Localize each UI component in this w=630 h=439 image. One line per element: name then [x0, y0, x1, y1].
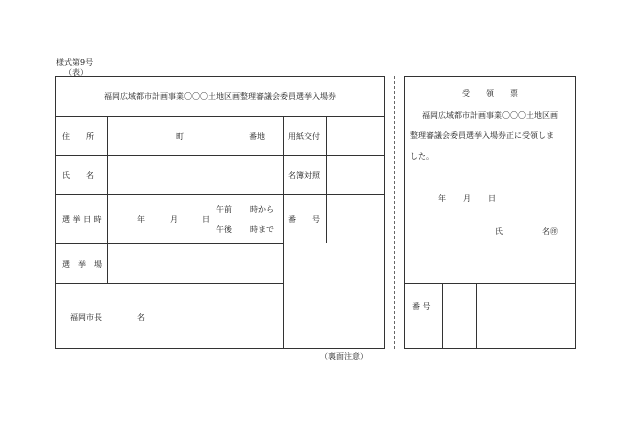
election-date-label: 選 挙 日 時 [62, 215, 102, 224]
column-divider [107, 116, 108, 283]
side-label: （表） [64, 68, 88, 77]
roll-check-label: 名簿対照 [288, 171, 320, 180]
venue-label: 選 挙 場 [62, 260, 102, 269]
row-divider [55, 116, 385, 117]
back-note: （裏面注意） [320, 352, 368, 361]
receipt-title: 受 領 票 [462, 89, 518, 98]
paper-issued-label: 用紙交付 [288, 132, 320, 141]
receipt-text-line: した。 [410, 152, 434, 161]
column-divider [326, 116, 327, 243]
number-label: 番 号 [288, 215, 320, 224]
row-divider [55, 283, 283, 284]
column-divider [283, 116, 284, 349]
row-divider [55, 194, 385, 195]
receipt-year-label: 年 [438, 194, 446, 203]
from-label: 時から [250, 205, 274, 214]
column-divider [442, 283, 443, 349]
am-label: 午前 [216, 205, 232, 214]
pm-label: 午後 [216, 225, 232, 234]
receipt-number-label: 番 号 [412, 302, 431, 311]
year-label: 年 [137, 215, 145, 224]
day-label: 日 [202, 215, 210, 224]
row-divider [55, 155, 385, 156]
address-label: 住 所 [62, 132, 94, 141]
mayor-label: 福岡市長 [70, 313, 102, 322]
receipt-name-seal-label: 名㊞ [542, 227, 558, 236]
receipt-text-line: 福岡広域都市計画事業〇〇〇土地区画 [422, 111, 558, 120]
receipt-surname-label: 氏 [495, 227, 503, 236]
ticket-title: 福岡広域都市計画事業〇〇〇土地区画整理審議会委員選挙入場券 [104, 92, 336, 101]
town-label: 町 [176, 132, 184, 141]
row-divider [55, 243, 283, 244]
month-label: 月 [170, 215, 178, 224]
name-label: 氏 名 [62, 171, 94, 180]
lot-label: 番地 [249, 132, 265, 141]
mayor-name-label: 名 [137, 313, 145, 322]
form-number: 様式第9号 [56, 58, 94, 67]
column-divider [476, 283, 477, 349]
receipt-month-label: 月 [463, 194, 471, 203]
receipt-text-line: 整理審議会委員選挙入場券正に受領しま [410, 131, 554, 140]
perforation-line [394, 76, 395, 349]
row-divider [404, 283, 576, 284]
receipt-day-label: 日 [488, 194, 496, 203]
until-label: 時まで [250, 225, 274, 234]
